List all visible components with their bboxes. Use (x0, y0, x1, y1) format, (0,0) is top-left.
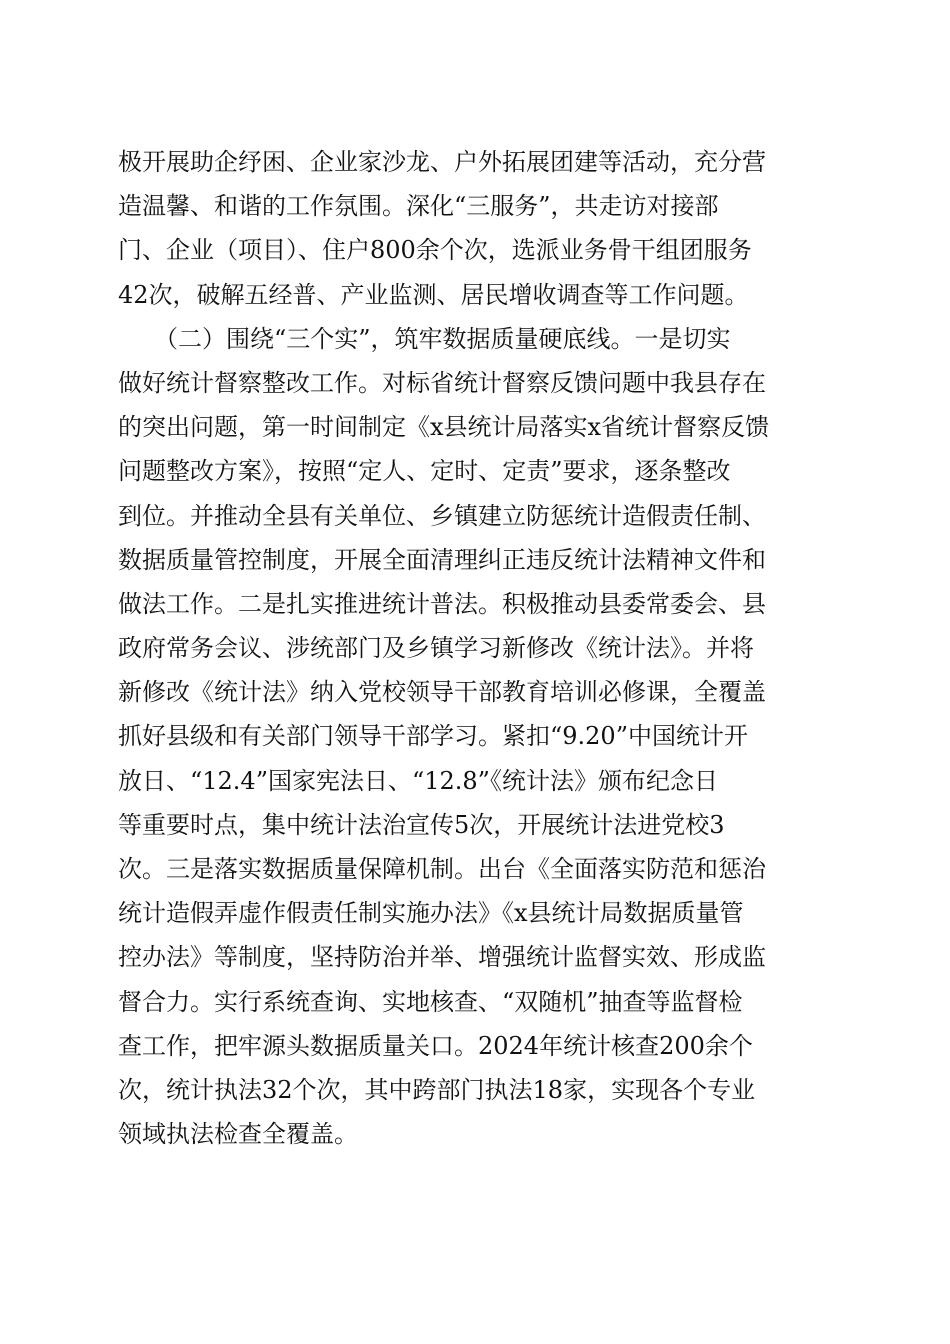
text-line: 的突出问题，第一时间制定《x县统计局落实x省统计督察反馈 (118, 413, 770, 442)
text-line: 数据质量管控制度，开展全面清理纠正违反统计法精神文件和 (118, 545, 766, 574)
text-line: 控办法》等制度，坚持防治并举、增强统计监督实效、形成监 (118, 943, 766, 972)
text-line: 做法工作。二是扎实推进统计普法。积极推动县委常委会、县 (118, 589, 766, 618)
text-line: 新修改《统计法》纳入党校领导干部教育培训必修课，全覆盖 (118, 678, 766, 707)
body-text (118, 140, 838, 1156)
text-line: 查工作，把牢源头数据质量关口。2024年统计核查200余个 (118, 1031, 753, 1060)
text-line: 42次，破解五经普、产业监测、居民增收调查等工作问题。 (118, 280, 749, 309)
text-line: 做好统计督察整改工作。对标省统计督察反馈问题中我县存在 (118, 368, 766, 397)
text-line: 统计造假弄虚作假责任制实施办法》《x县统计局数据质量管 (118, 899, 744, 928)
section-heading-line: （二）围绕“三个实”，筑牢数据质量硬底线。一是切实 (118, 324, 731, 353)
text-line: 到位。并推动全县有关单位、乡镇建立防惩统计造假责任制、 (118, 501, 766, 530)
text-line: 抓好县级和有关部门领导干部学习。紧扣“9.20”中国统计开 (118, 722, 748, 751)
text-line: 领域执法检查全覆盖。 (118, 1120, 358, 1149)
text-line: 政府常务会议、涉统部门及乡镇学习新修改《统计法》。并将 (118, 634, 754, 663)
text-line: 督合力。实行系统查询、实地核查、“双随机”抽查等监督检 (118, 987, 743, 1016)
text-line: 等重要时点，集中统计法治宣传5次，开展统计法进党校3 (118, 810, 725, 839)
text-line: 门、企业（项目）、住户800余个次，选派业务骨干组团服务 (118, 236, 752, 265)
text-line: 问题整改方案》，按照“定人、定时、定责”要求，逐条整改 (118, 457, 731, 486)
text-line: 次，统计执法32个次，其中跨部门执法18家，实现各个专业 (118, 1075, 756, 1104)
text-line: 次。三是落实数据质量保障机制。出台《全面落实防范和惩治 (118, 855, 766, 883)
text-line: 放日、“12.4”国家宪法日、“12.8”《统计法》颁布纪念日 (118, 766, 718, 795)
text-line: 极开展助企纾困、企业家沙龙、户外拓展团建等活动，充分营 (118, 148, 766, 176)
text-line: 造温馨、和谐的工作氛围。深化“三服务”，共走访对接部 (118, 192, 719, 221)
